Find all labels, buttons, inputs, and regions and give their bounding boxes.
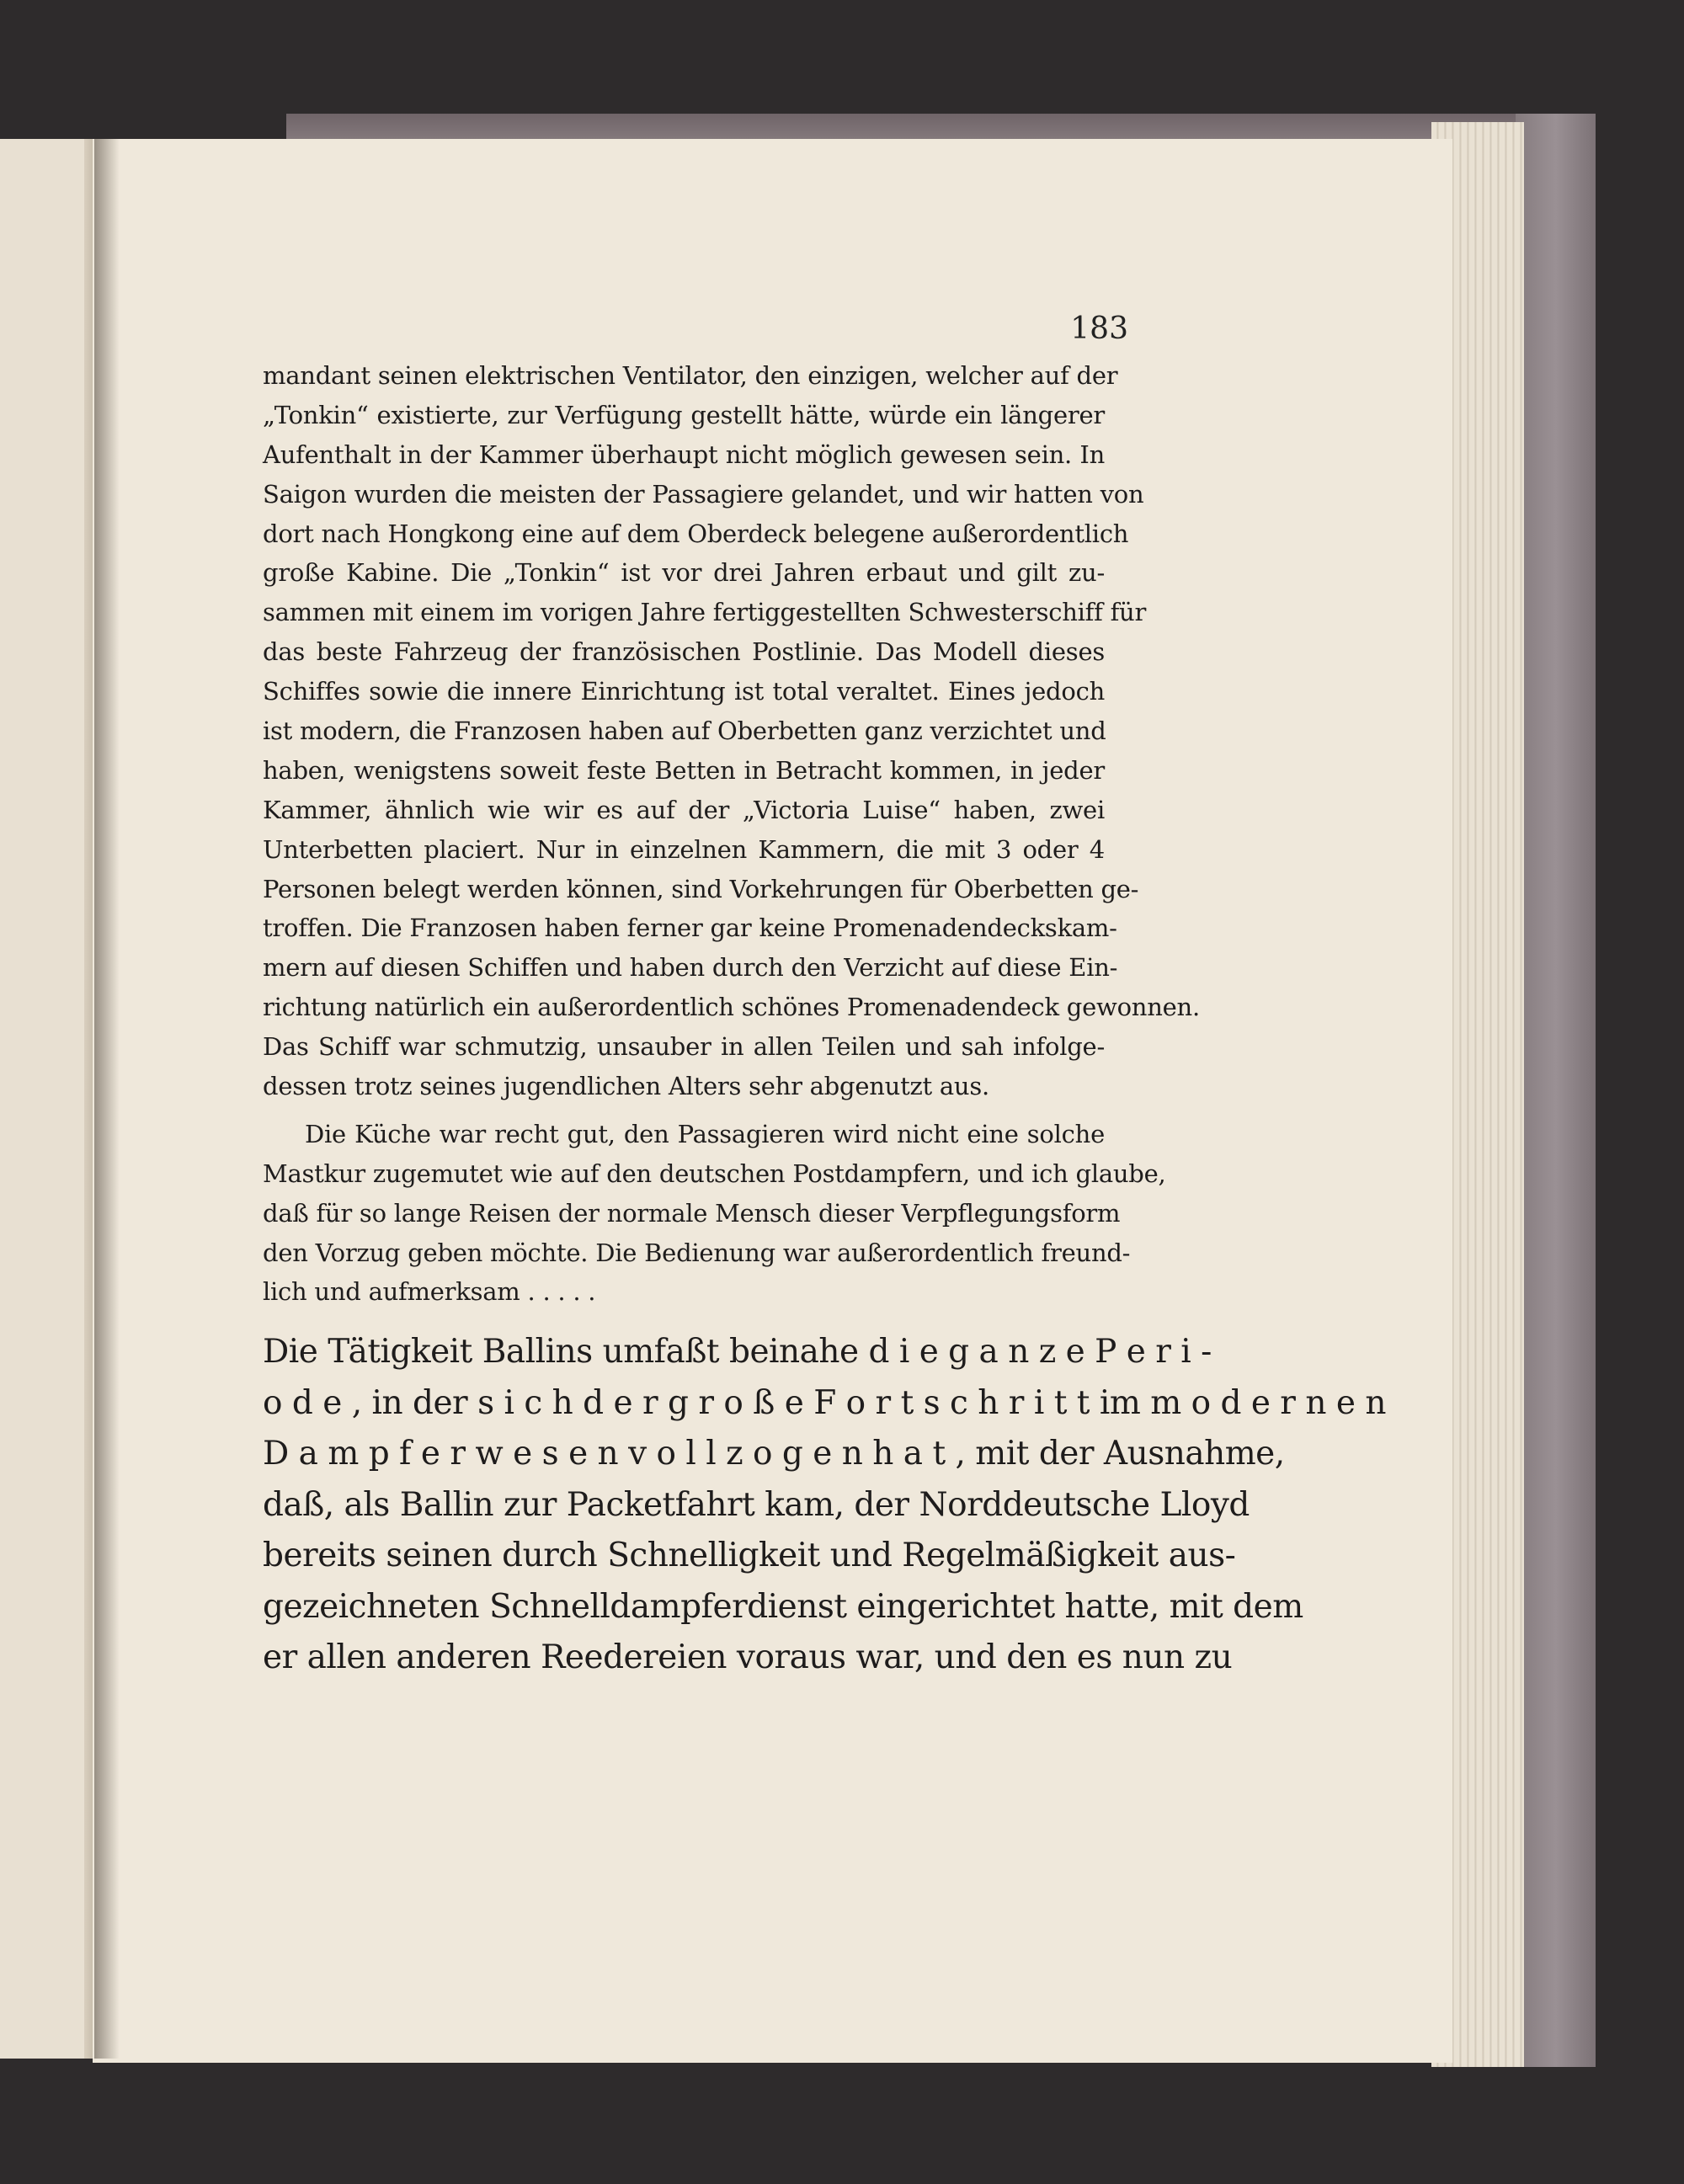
text-line: große Kabine. Die „Tonkin“ ist vor drei Jahren erbaut und gilt zu- (263, 558, 1105, 588)
text-line: Das Schiff war schmutzig, unsauber in allen Teilen und sah infolge- (263, 1032, 1105, 1062)
text-line: daß für so lange Reisen der normale Mensch dieser Verpflegungsform (263, 1198, 1121, 1228)
text-line: troffen. Die Franzosen haben ferner gar keine Promenadendeckskam- (263, 914, 1117, 943)
text-line: das beste Fahrzeug der französischen Postlinie. Das Modell dieses (263, 637, 1105, 667)
book-cover-right-edge (1516, 114, 1596, 2067)
page-number: 183 (1070, 312, 1128, 346)
left-page-margin (0, 139, 93, 2059)
text-line: „Tonkin“ existierte, zur Verfügung gestellt hätte, würde ein längerer (263, 400, 1105, 429)
text-line: Schiffes sowie die innere Einrichtung ist total veraltet. Eines jedoch (263, 677, 1105, 706)
paragraph-3 (263, 1327, 1386, 1684)
text-line: er allen anderen Reedereien voraus war, und den es nun zu (263, 1638, 1233, 1677)
page-text (263, 356, 1386, 1684)
text-line: ist modern, die Franzosen haben auf Oberbetten ganz verzichtet und (263, 716, 1106, 746)
gutter-shadow (94, 139, 120, 2059)
text-line: dort nach Hongkong eine auf dem Oberdeck belegene außerordentlich (263, 519, 1129, 548)
text-line: gezeichneten Schnelldampferdienst eingerichtet hatte, mit dem (263, 1587, 1303, 1626)
text-line: mern auf diesen Schiffen und haben durch den Verzicht auf diese Ein- (263, 953, 1118, 983)
text-line: Die Küche war recht gut, den Passagieren wird nicht eine solche (305, 1119, 1105, 1148)
text-line: o d e , in der s i c h d e r g r o ß e F o r t s c h r i t t im m o d e r n e n (263, 1383, 1386, 1422)
text-line: dessen trotz seines jugendlichen Alters sehr abgenutzt aus. (263, 1072, 989, 1101)
text-line: Personen belegt werden können, sind Vorkehrungen für Oberbetten ge- (263, 874, 1139, 903)
paragraph-1 (263, 356, 1200, 1106)
text-line: daß, als Ballin zur Packetfahrt kam, der Norddeutsche Lloyd (263, 1485, 1250, 1524)
text-line: Kammer, ähnlich wie wir es auf der „Victoria Luise“ haben, zwei (263, 795, 1105, 824)
text-line: Die Tätigkeit Ballins umfaßt beinahe d i e g a n z e P e r i - (263, 1333, 1212, 1372)
text-line: den Vorzug geben möchte. Die Bedienung war außerordentlich freund- (263, 1238, 1131, 1267)
text-line: Saigon wurden die meisten der Passagiere gelandet, und wir hatten von (263, 479, 1144, 509)
text-line: mandant seinen elektrischen Ventilator, den einzigen, welcher auf der (263, 361, 1118, 390)
text-line: richtung natürlich ein außerordentlich schönes Promenadendeck gewonnen. (263, 993, 1200, 1022)
text-line: Mastkur zugemutet wie auf den deutschen Postdampfern, und ich glaube, (263, 1159, 1166, 1188)
text-line: Aufenthalt in der Kammer überhaupt nicht möglich gewesen sein. In (263, 439, 1105, 469)
text-line: bereits seinen durch Schnelligkeit und Regelmäßigkeit aus- (263, 1537, 1236, 1575)
text-line: haben, wenigstens soweit feste Betten in Betracht kommen, in jeder (263, 755, 1105, 785)
text-line: sammen mit einem im vorigen Jahre fertiggestellten Schwesterschiff für (263, 598, 1147, 627)
text-line: Unterbetten placiert. Nur in einzelnen Kammern, die mit 3 oder 4 (263, 834, 1105, 864)
text-line: lich und aufmerksam . . . . . (263, 1277, 596, 1307)
paragraph-2 (263, 1115, 1166, 1312)
text-line: D a m p f e r w e s e n v o l l z o g e n h a t , mit der Ausnahme, (263, 1435, 1285, 1473)
